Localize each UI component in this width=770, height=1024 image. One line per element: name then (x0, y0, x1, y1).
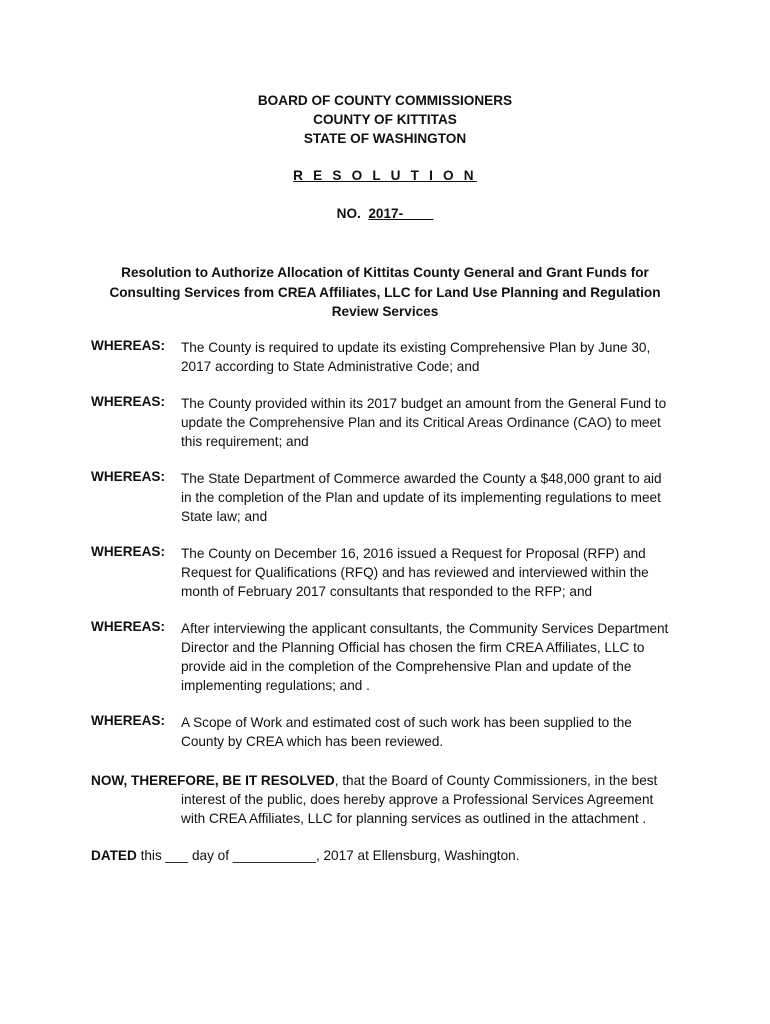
whereas-line: Request for Qualifications (RFQ) and has reviewed and interviewed within the (181, 565, 649, 580)
whereas-line: 2017 according to State Administrative Code; and (181, 359, 480, 374)
whereas-line: month of February 2017 consultants that responded to the RFP; and (181, 584, 593, 599)
resolution-title: R E S O L U T I O N (293, 168, 477, 183)
whereas-line: A Scope of Work and estimated cost of such work has been supplied to the (181, 715, 632, 730)
resolved-first-line (91, 771, 691, 790)
resolved-lead: NOW, THEREFORE, BE IT RESOLVED (91, 773, 335, 788)
resolved-clause (91, 771, 691, 828)
whereas-text (181, 469, 681, 526)
dated-text: this ___ day of ___________, 2017 at Ellensburg, Washington. (136, 848, 520, 863)
subject-line: Consulting Services from CREA Affiliates, LLC for Land Use Planning and Regulation (109, 284, 661, 300)
whereas-line: implementing regulations; and . (181, 678, 370, 693)
whereas-line: this requirement; and (181, 434, 309, 449)
dated-line (91, 846, 691, 865)
whereas-label: WHEREAS: (91, 394, 166, 409)
whereas-line: After interviewing the applicant consultants, the Community Services Department (181, 621, 669, 636)
header-board: BOARD OF COUNTY COMMISSIONERS (257, 93, 513, 108)
dated-lead: DATED (91, 848, 137, 863)
whereas-text (181, 394, 681, 451)
whereas-line: State law; and (181, 509, 268, 524)
subject-line: Resolution to Authorize Allocation of Kittitas County General and Grant Funds for (121, 265, 649, 280)
resolved-line: interest of the public, does hereby approve a Professional Services Agreement (181, 792, 654, 807)
whereas-line: County by CREA which has been reviewed. (181, 734, 444, 749)
resolution-subject (92, 263, 678, 322)
resolution-number-value: 2017-____ (368, 206, 434, 221)
whereas-line: Director and the Planning Official has chosen the firm CREA Affiliates, LLC to (181, 640, 645, 655)
whereas-line: The County on December 16, 2016 issued a Request for Proposal (RFP) and (181, 546, 646, 561)
whereas-label: WHEREAS: (91, 338, 166, 353)
whereas-line: provide aid in the completion of the Comprehensive Plan and update of the (181, 659, 632, 674)
whereas-label: WHEREAS: (91, 713, 166, 728)
whereas-text (181, 713, 681, 751)
whereas-label: WHEREAS: (91, 619, 166, 634)
header-county: COUNTY OF KITTITAS (313, 112, 457, 127)
document-header (0, 91, 770, 148)
subject-line: Review Services (331, 304, 439, 319)
whereas-line: The State Department of Commerce awarded the County a $48,000 grant to aid (181, 471, 662, 486)
resolved-lead-rest: , that the Board of County Commissioners, in the best (334, 773, 658, 788)
resolved-line: with CREA Affiliates, LLC for planning services as outlined in the attachment . (181, 811, 647, 826)
whereas-text (181, 619, 681, 695)
whereas-label: WHEREAS: (91, 469, 166, 484)
whereas-text (181, 544, 681, 601)
whereas-label: WHEREAS: (91, 544, 166, 559)
whereas-line: in the completion of the Plan and update of its implementing regulations to meet (181, 490, 661, 505)
whereas-line: The County provided within its 2017 budget an amount from the General Fund to (181, 396, 667, 411)
header-state: STATE OF WASHINGTON (303, 131, 467, 146)
resolution-number (0, 206, 770, 221)
whereas-line: The County is required to update its existing Comprehensive Plan by June 30, (181, 340, 651, 355)
whereas-text (181, 338, 681, 376)
whereas-line: update the Comprehensive Plan and its Critical Areas Ordinance (CAO) to meet (181, 415, 661, 430)
resolution-number-label: NO. (336, 206, 361, 221)
